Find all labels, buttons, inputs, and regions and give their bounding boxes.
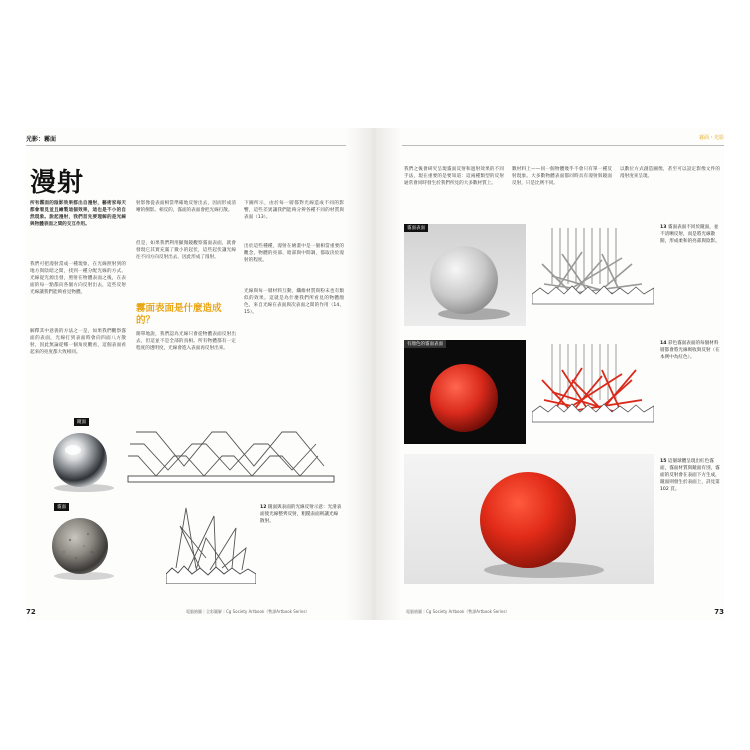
caption-text: 這個球體呈現出紅色霧面，霧面材質與鏡面有別，霧面的反射會在表面下方生成，鏡面則發生於表面上，詳見第 102 頁。 <box>660 459 720 492</box>
paragraph: 出於這些種種，漫射在繪畫中是一個相當重要的觀念，物體的亮部、暗部與中間調，都取決於漫射的程度。 <box>244 244 344 264</box>
matte-sphere-photo <box>40 512 120 582</box>
paragraph: 下圖所示，由於每一層都對光線造成不同的影響，這些差異讓我們能夠分辨各種不同的材質與表面（13）。 <box>244 201 344 221</box>
paragraph: 我們之後會研究呈現霧面反射和過射效果的不同手法，現在重要的是要知道：這兩種類型的反射通常會同時發生於我們所見的大多數材質上。 <box>404 167 504 187</box>
caption-text: 鏡面與表面的光線反射示意：光滑表面使光線整齊反射，粗糙表面則讓光線散射。 <box>260 505 342 524</box>
matte-sphere-panel <box>404 224 526 326</box>
caption-14 <box>660 340 722 361</box>
right-page <box>402 128 724 620</box>
footer-right: 電腦繪圖｜Cg Society Artbook（暫譯Artbook Series） <box>406 609 510 614</box>
paragraph: 數材料上——同一個物體幾乎不會只有單一種反射現象。大多數物體表面都同時具有漫射與鏡面反射，只是比例不同。 <box>512 167 612 187</box>
caption-12 <box>260 504 342 525</box>
page-title: 漫射 <box>30 168 85 198</box>
caption-13 <box>660 224 722 245</box>
folio-right: 73 <box>714 608 724 616</box>
caption-number: 13 <box>660 225 667 230</box>
running-head-right: 霧面・光影 <box>698 135 724 141</box>
header-rule <box>26 145 346 146</box>
folio-left: 72 <box>26 608 36 616</box>
section-subhead: 霧面表面是什麼造成的？ <box>136 303 222 326</box>
running-head-left: 光影：霧面 <box>26 136 57 143</box>
label-matte-surface: 霧面表面 <box>404 224 428 232</box>
paragraph: 解釋其中意義的方法之一是，如果我們觀察霧面的表面，光線打到表面時會向四面八方散射，因此無論從哪一個角度觀看，這個表面看起來的亮度都大致相同。 <box>30 329 126 356</box>
paragraph: 我們可把漫射當成一種現象，在光線照射到的地方與陰暗之間，找到一種分配光線的方式。光線從光源出發，照射在物體表面之後，在表面的每一點都向各個方向反射出去，這些反射光線讓我們能夠看見物體。 <box>30 262 126 296</box>
caption-number: 12 <box>260 505 267 510</box>
paragraph: 射影像從表面相當準確地反射出去，因而形成清晰的倒影。相反的，霧面的表面會把光線打散。 <box>136 201 236 214</box>
label-matte: 霧面 <box>54 503 69 511</box>
red-sphere <box>404 340 526 444</box>
book-gutter <box>346 128 402 620</box>
caption-number: 14 <box>660 341 667 346</box>
caption-15 <box>660 458 722 493</box>
caption-text: 霧面表面不同於鏡面，並不清晰反射，而是將光線散開，形成柔和的亮部與陰影。 <box>660 225 720 244</box>
intro-paragraph: 所有霧面的陰影效果都出自漫射，藝術家每天都會看見並且繪製這個效果，這也是不小的自然現象。說起漫射，我們首先要理解的是光線與物體表面之間的交互作用。 <box>30 201 126 228</box>
colored-scatter-diagram <box>532 340 654 444</box>
left-page <box>26 128 346 620</box>
diffuse-reflection-diagram <box>166 498 256 584</box>
label-colored-matte: 有顏色的霧面表面 <box>404 340 446 348</box>
paragraph: 光線與每一層材料互動，纖維材質與粉末也有類似的效果。這就是為什麼我們所看見的物體顏色，來自光線在表面與次表面之間的作用（14、15）。 <box>244 289 344 316</box>
paragraph: 簡單地說，我們認為光線只會從物體表面反射出去，但這並不是全部的真相。所有物體都有一定程度的透明度，光線會進入表面再反射出來。 <box>136 332 236 352</box>
caption-number: 15 <box>660 459 667 464</box>
mirror-sphere-photo <box>40 428 120 494</box>
white-sphere <box>404 224 526 326</box>
paragraph: 以數位方式創造圖像，甚至可以設定影像文件的漫射度來呈現。 <box>620 167 720 180</box>
paragraph: 但是，如果我們利用顯微鏡觀察霧面表面，就會發現它其實充滿了微小的起伏，這些起伏讓光線往不同方向反射出去，因此形成了漫射。 <box>136 241 236 261</box>
header-rule <box>402 145 724 146</box>
footer-left: 電腦繪圖｜全彩圖解｜Cg Society Artbook（暫譯Artbook Series） <box>186 609 310 614</box>
red-matte-sphere-panel <box>404 340 526 444</box>
large-red-sphere-photo <box>404 454 654 584</box>
specular-reflection-diagram <box>126 424 338 486</box>
label-mirror: 鏡面 <box>74 418 89 426</box>
diffuse-scatter-diagram <box>532 224 654 326</box>
caption-text: 彩色霧面表面的每個材料層都會將光線吸收與反射（在本例中為紅色）。 <box>660 341 720 360</box>
